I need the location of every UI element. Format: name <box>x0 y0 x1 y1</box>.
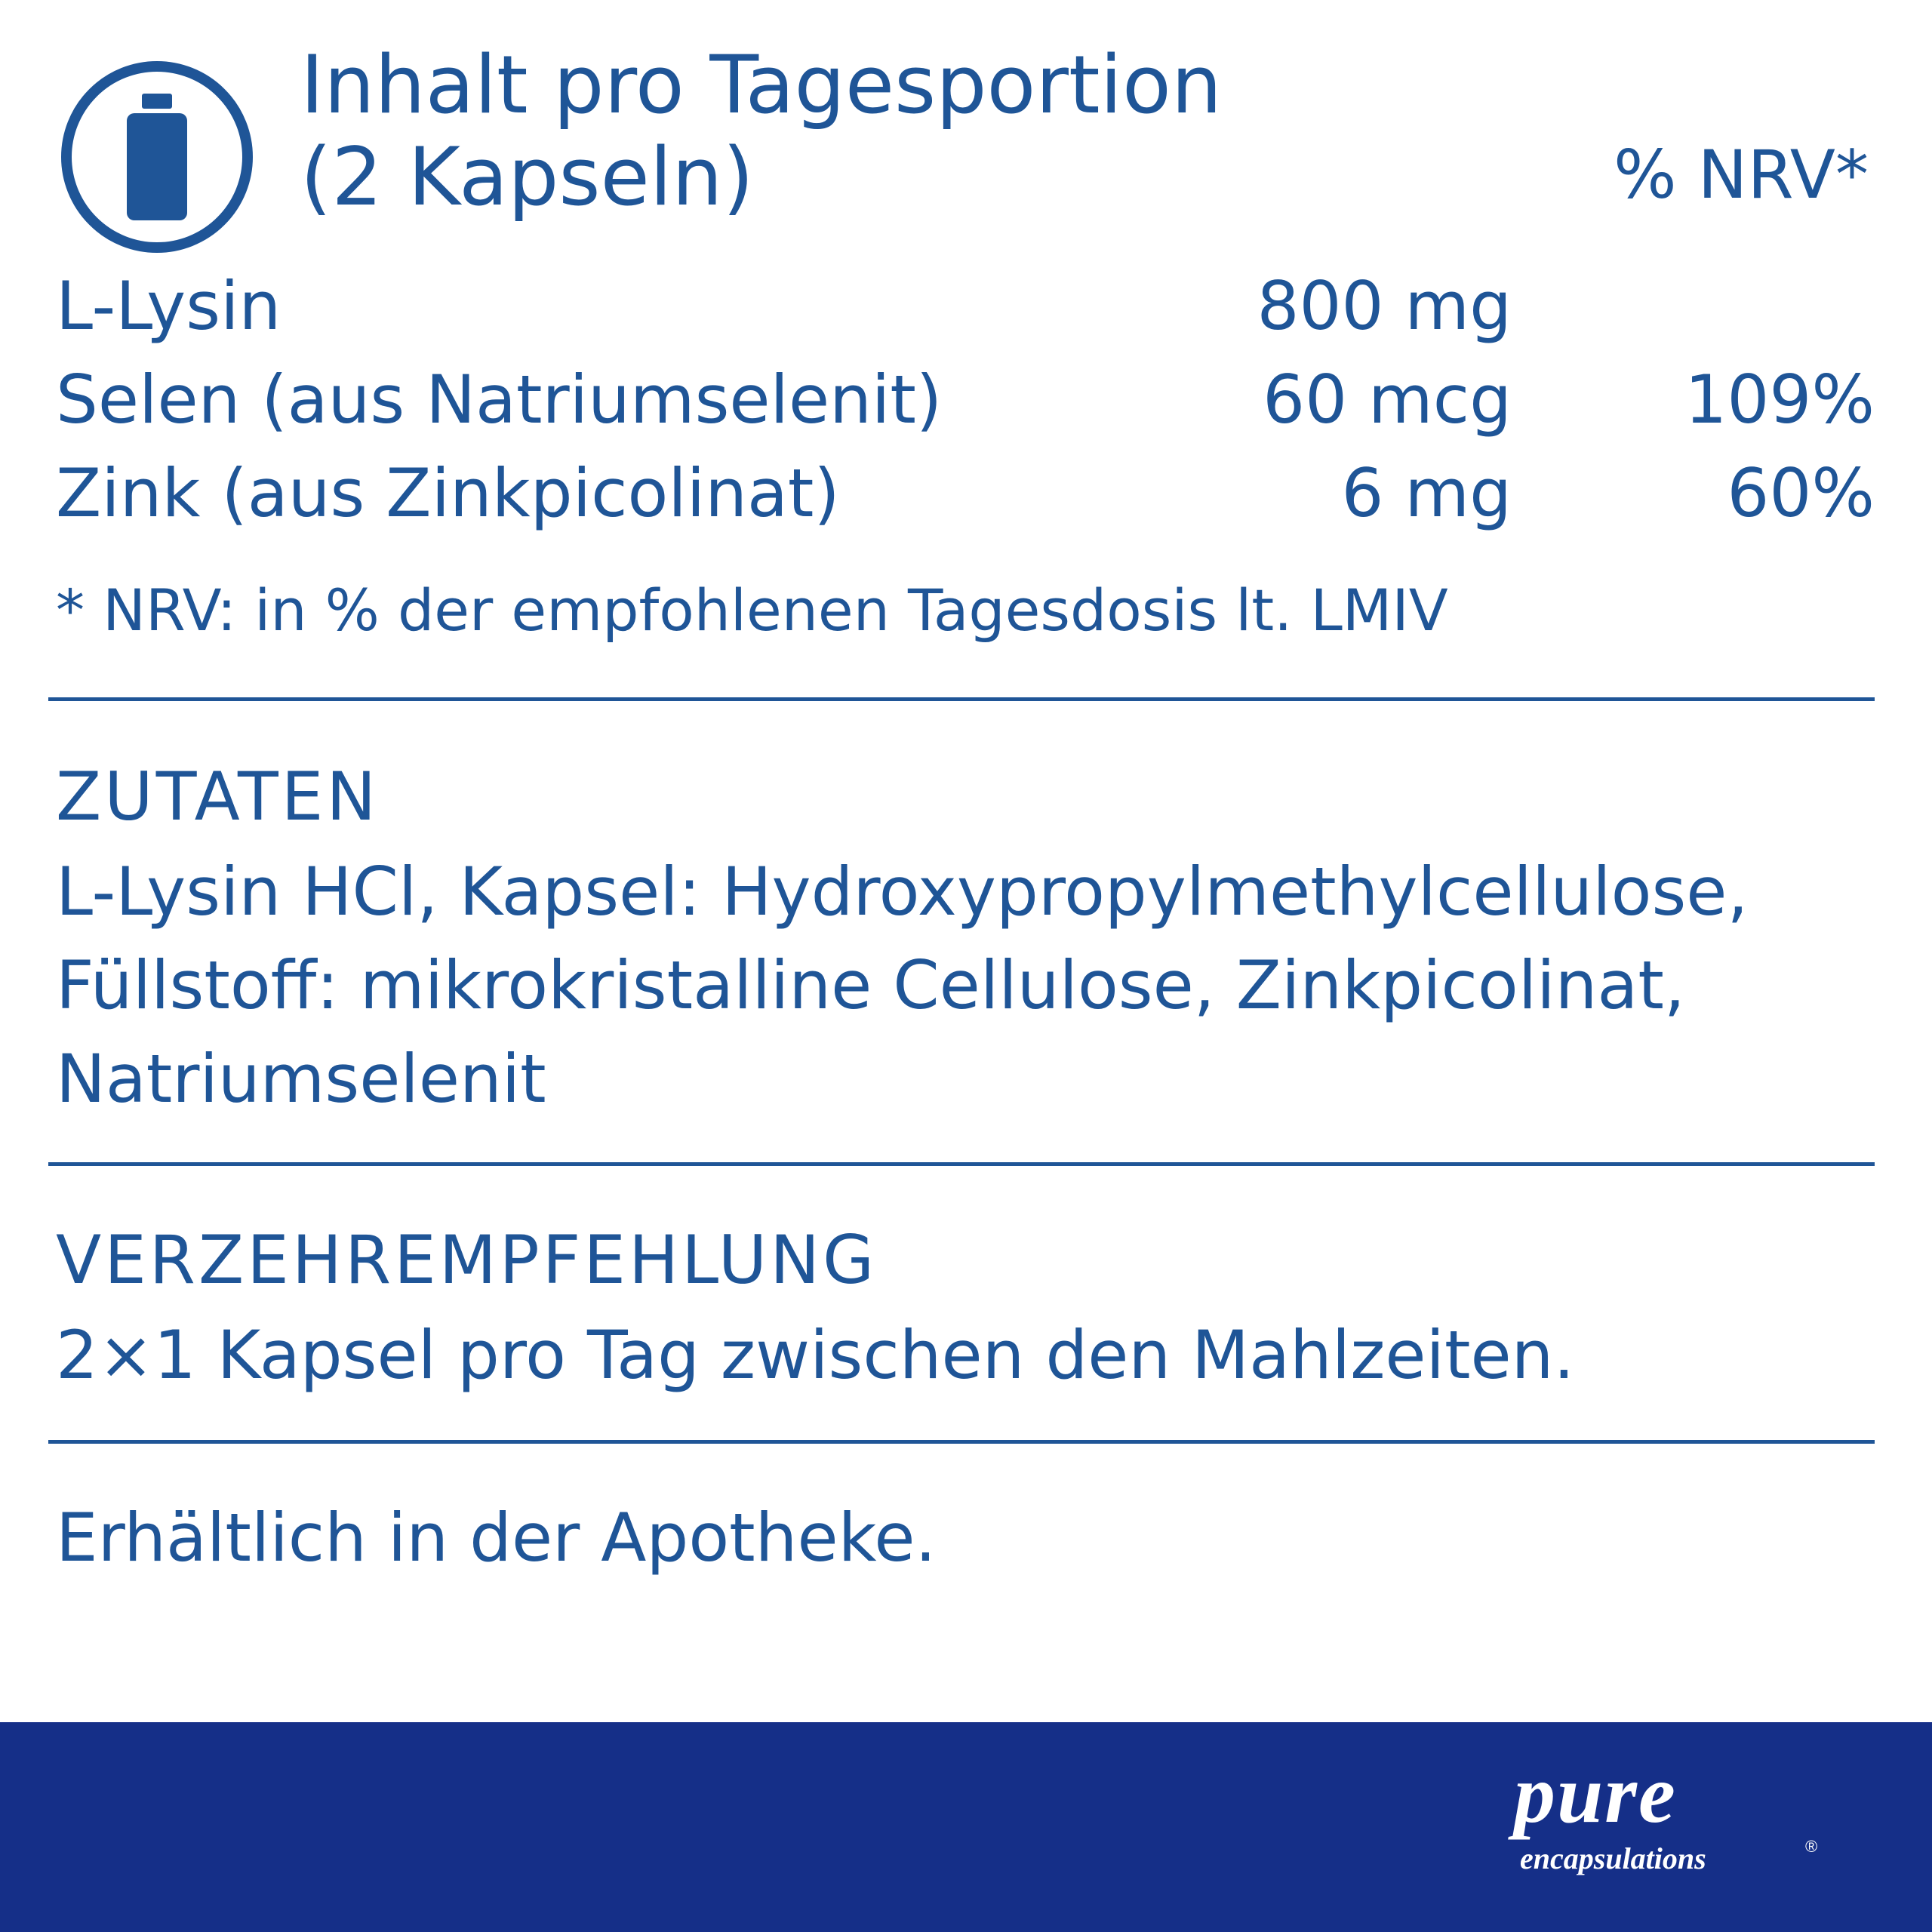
brand-logo-name: pure <box>1514 1761 1677 1840</box>
nutrient-amount: 60 mcg <box>1263 361 1512 438</box>
recommendation-title: VERZEHREMPFEHLUNG <box>56 1221 878 1299</box>
nutrient-amount: 800 mg <box>1257 267 1512 345</box>
nutrient-nrv: 60% <box>1727 454 1875 532</box>
table-row <box>56 361 1875 450</box>
nutrient-amount: 6 mg <box>1341 454 1512 532</box>
divider <box>48 1440 1875 1444</box>
table-row <box>56 454 1875 543</box>
table-row <box>56 267 1875 356</box>
brand-logo <box>1506 1761 1823 1882</box>
ingredients-title: ZUTATEN <box>56 758 380 835</box>
capsule-bottle-icon <box>60 60 254 254</box>
ingredients-line: L-Lysin HCl, Kapsel: Hydroxypropylmethylcellulose, <box>56 853 1749 931</box>
nutrient-name: L-Lysin <box>56 267 281 345</box>
nutrient-nrv: 109% <box>1684 361 1875 438</box>
page-title: Inhalt pro Tagesportion <box>300 38 1223 131</box>
recommendation-text: 2×1 Kapsel pro Tag zwischen den Mahlzeiten. <box>56 1316 1575 1394</box>
nrv-column-header: % NRV* <box>1614 136 1869 214</box>
nutrient-name: Zink (aus Zinkpicolinat) <box>56 454 840 532</box>
ingredients-line: Natriumselenit <box>56 1040 546 1118</box>
divider <box>48 697 1875 701</box>
registered-mark: ® <box>1805 1837 1818 1856</box>
ingredients-line: Füllstoff: mikrokristalline Cellulose, Zinkpicolinat, <box>56 946 1685 1024</box>
page-subtitle: (2 Kapseln) <box>300 131 754 223</box>
availability-note: Erhältlich in der Apotheke. <box>56 1499 937 1577</box>
nutrient-name: Selen (aus Natriumselenit) <box>56 361 943 438</box>
nrv-footnote: * NRV: in % der empfohlenen Tagesdosis lt. LMIV <box>56 577 1448 644</box>
divider <box>48 1162 1875 1166</box>
brand-logo-sub: encapsulations <box>1520 1841 1706 1875</box>
